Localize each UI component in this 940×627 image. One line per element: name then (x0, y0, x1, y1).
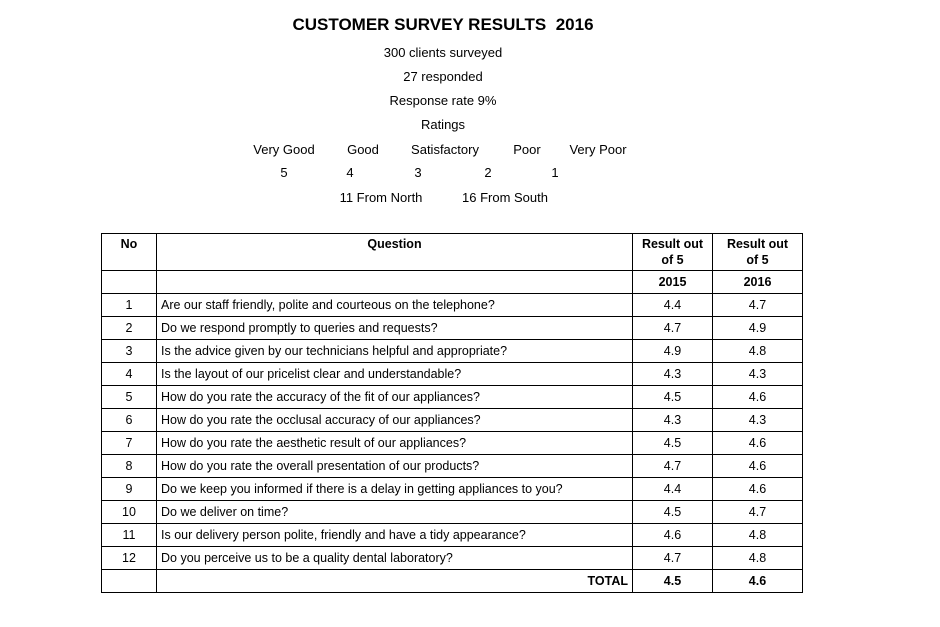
row-question: Is the layout of our pricelist clear and understandable? (157, 363, 633, 386)
responded-count: 27 responded (403, 69, 483, 84)
row-result-2015: 4.5 (633, 501, 713, 524)
row-result-2015: 4.5 (633, 386, 713, 409)
row-question: Are our staff friendly, polite and courteous on the telephone? (157, 294, 633, 317)
table-row (102, 363, 803, 386)
row-result-2016: 4.7 (713, 294, 803, 317)
row-result-2016: 4.3 (713, 409, 803, 432)
surveyed-count: 300 clients surveyed (383, 45, 503, 60)
table-row (102, 478, 803, 501)
row-number: 5 (102, 386, 157, 409)
rating-label-good: Good (347, 142, 379, 157)
row-question: Do you perceive us to be a quality dental laboratory? (157, 547, 633, 570)
total-row (102, 570, 803, 593)
row-result-2015: 4.7 (633, 547, 713, 570)
row-result-2016: 4.6 (713, 386, 803, 409)
rating-label-poor: Poor (513, 142, 541, 157)
row-number: 7 (102, 432, 157, 455)
table-row (102, 455, 803, 478)
row-result-2016: 4.6 (713, 478, 803, 501)
row-result-2016: 4.8 (713, 524, 803, 547)
table-row (102, 409, 803, 432)
row-question: How do you rate the accuracy of the fit of our appliances? (157, 386, 633, 409)
row-question: Do we deliver on time? (157, 501, 633, 524)
row-number: 2 (102, 317, 157, 340)
table-row (102, 386, 803, 409)
header-no: No (102, 234, 157, 271)
row-question: Is the advice given by our technicians helpful and appropriate? (157, 340, 633, 363)
rating-value-very-poor: 1 (551, 165, 559, 180)
year-row-blank-no (102, 271, 157, 294)
row-result-2016: 4.8 (713, 340, 803, 363)
header-result-line1: Result out (641, 237, 704, 251)
row-number: 6 (102, 409, 157, 432)
row-question: How do you rate the occlusal accuracy of our appliances? (157, 409, 633, 432)
row-question: How do you rate the overall presentation of our products? (157, 455, 633, 478)
row-result-2015: 4.6 (633, 524, 713, 547)
total-2015: 4.5 (633, 570, 713, 593)
survey-results-table (101, 233, 803, 593)
row-result-2016: 4.8 (713, 547, 803, 570)
row-result-2015: 4.3 (633, 363, 713, 386)
rating-value-very-good: 5 (280, 165, 288, 180)
year-2016: 2016 (713, 271, 803, 294)
year-2015: 2015 (633, 271, 713, 294)
row-number: 10 (102, 501, 157, 524)
row-result-2015: 4.7 (633, 317, 713, 340)
row-question: How do you rate the aesthetic result of our appliances? (157, 432, 633, 455)
table-row (102, 524, 803, 547)
ratings-heading: Ratings (420, 117, 466, 132)
header-result-2016 (713, 234, 803, 271)
total-blank (102, 570, 157, 593)
rating-label-very-poor: Very Poor (569, 142, 627, 157)
row-result-2015: 4.9 (633, 340, 713, 363)
row-question: Do we respond promptly to queries and requests? (157, 317, 633, 340)
header-result-line1: Result out (726, 237, 789, 251)
row-result-2015: 4.4 (633, 478, 713, 501)
page-title: CUSTOMER SURVEY RESULTS 2016 (292, 15, 594, 34)
rating-value-satisfactory: 3 (414, 165, 422, 180)
header-result-line2: of 5 (746, 253, 769, 267)
row-number: 11 (102, 524, 157, 547)
region-north: 11 From North (339, 190, 423, 205)
header-result-2015 (633, 234, 713, 271)
row-result-2015: 4.7 (633, 455, 713, 478)
year-row-blank-question (157, 271, 633, 294)
region-south: 16 From South (462, 190, 548, 205)
row-result-2015: 4.4 (633, 294, 713, 317)
row-result-2016: 4.6 (713, 432, 803, 455)
row-result-2015: 4.3 (633, 409, 713, 432)
rating-label-satisfactory: Satisfactory (411, 142, 479, 157)
table-row (102, 317, 803, 340)
table-year-row (102, 271, 803, 294)
table-row (102, 432, 803, 455)
row-number: 3 (102, 340, 157, 363)
row-result-2015: 4.5 (633, 432, 713, 455)
rating-value-poor: 2 (484, 165, 492, 180)
row-number: 12 (102, 547, 157, 570)
rating-label-very-good: Very Good (253, 142, 315, 157)
response-rate: Response rate 9% (389, 93, 497, 108)
row-result-2016: 4.9 (713, 317, 803, 340)
total-2016: 4.6 (713, 570, 803, 593)
row-result-2016: 4.7 (713, 501, 803, 524)
table-row (102, 340, 803, 363)
row-number: 1 (102, 294, 157, 317)
row-result-2016: 4.6 (713, 455, 803, 478)
row-number: 9 (102, 478, 157, 501)
row-result-2016: 4.3 (713, 363, 803, 386)
table-row (102, 294, 803, 317)
header-question: Question (157, 234, 633, 271)
row-number: 8 (102, 455, 157, 478)
row-question: Do we keep you informed if there is a delay in getting appliances to you? (157, 478, 633, 501)
row-number: 4 (102, 363, 157, 386)
table-row (102, 501, 803, 524)
row-question: Is our delivery person polite, friendly and have a tidy appearance? (157, 524, 633, 547)
table-row (102, 547, 803, 570)
total-label: TOTAL (157, 570, 633, 593)
table-header-row (102, 234, 803, 271)
rating-value-good: 4 (346, 165, 354, 180)
header-result-line2: of 5 (661, 253, 684, 267)
